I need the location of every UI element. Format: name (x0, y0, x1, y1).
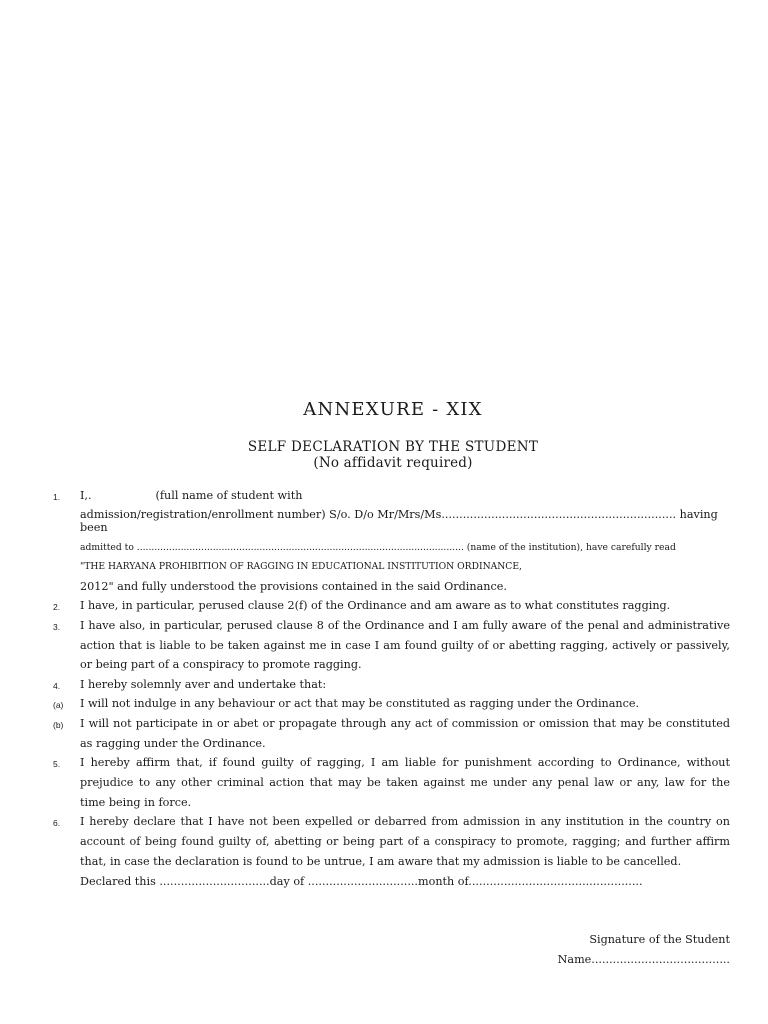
clause-4-number: 4. (53, 681, 61, 691)
clause-4b-number: (b) (53, 720, 64, 730)
clause-1-line-4: admitted to ................................................................................................................ (name of the institution), have carefully read (80, 542, 676, 553)
clause-6-line-1: I hereby declare that I have not been expelled or debarred from admission in any institution in the country on (80, 815, 730, 828)
clause-3-line-1: I have also, in particular, perused clause 8 of the Ordinance and I am fully aware of the penal and administrative (80, 619, 730, 632)
clause-1-line-1 (80, 489, 302, 502)
signature-label: Signature of the Student (589, 933, 730, 946)
clause-1-line-3: been (80, 521, 108, 534)
signature-name-line: Name....................................... (557, 953, 730, 966)
clause-6-line-2: account of being found guilty of, abetting or being part of a conspiracy to promote, ragging; and further affirm (80, 835, 730, 848)
clause-5-line-2: prejudice to any other criminal action that may be taken against me under any penal law or any, law for the (80, 776, 730, 789)
clause-1-line-2: admission/registration/enrollment number) S/o. D/o Mr/Mrs/Ms.................................................................. having (80, 508, 718, 521)
clause-5-number: 5. (53, 759, 61, 769)
clause-1-line-5: "THE HARYANA PROHIBITION OF RAGGING IN EDUCATIONAL INSTITUTION ORDINANCE, (80, 561, 522, 572)
clause-3-line-3: or being part of a conspiracy to promote ragging. (80, 658, 362, 671)
clause-4b-line-2: as ragging under the Ordinance. (80, 737, 266, 750)
page-title: ANNEXURE - XIX (303, 399, 483, 420)
clause-4-line-1: I hereby solemnly aver and undertake that: (80, 678, 327, 691)
document-subtitle-note: (No affidavit required) (313, 455, 473, 471)
declared-line: Declared this ...............................day of ...............................month of................................................. (80, 875, 643, 888)
clause-5-line-3: time being in force. (80, 796, 192, 809)
clause-3-line-2: action that is liable to be taken against me in case I am found guilty of or abetting ragging, actively or passively, (80, 639, 730, 652)
clause-6-number: 6. (53, 818, 61, 828)
clause-4a-line-1: I will not indulge in any behaviour or act that may be constituted as ragging under the Ordinance. (80, 697, 640, 710)
clause-2-line-1: I have, in particular, perused clause 2(f) of the Ordinance and am aware as to what constitutes ragging. (80, 599, 671, 612)
clause-5-line-1: I hereby affirm that, if found guilty of ragging, I am liable for punishment according to Ordinance, without (80, 756, 730, 769)
clause-4b-line-1: I will not participate in or abet or propagate through any act of commission or omission that may be constituted (80, 717, 730, 730)
clause-3-number: 3. (53, 622, 61, 632)
clause-1-line-1-text: I,. (full name of student with (80, 489, 303, 502)
document-subtitle: SELF DECLARATION BY THE STUDENT (247, 439, 539, 455)
clause-4a-number: (a) (53, 700, 64, 710)
clause-6-line-3: that, in case the declaration is found to be untrue, I am aware that my admission is liable to be cancelled. (80, 855, 682, 868)
clause-1-line-6: 2012" and fully understood the provisions contained in the said Ordinance. (80, 580, 507, 593)
clause-2-number: 2. (53, 602, 61, 612)
clause-1-number: 1. (53, 492, 61, 502)
